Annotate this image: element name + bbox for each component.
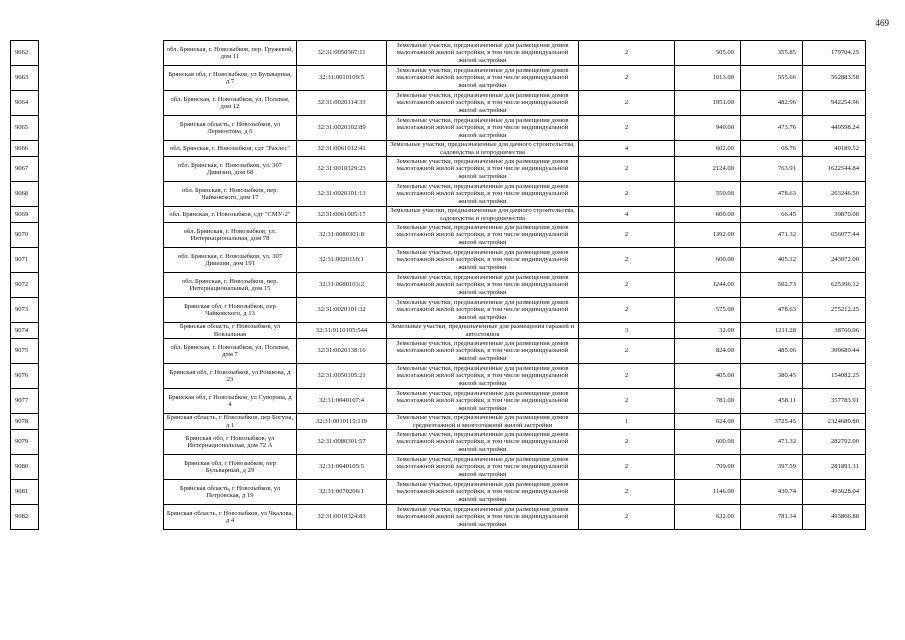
cadastral-value-cell: 281891.31 bbox=[803, 455, 866, 480]
group-number-cell: 3 bbox=[579, 323, 675, 339]
group-number-cell: 2 bbox=[579, 298, 675, 323]
cadastral-number-cell: 32:31:0050105:21 bbox=[297, 364, 387, 389]
row-number: 9082 bbox=[11, 505, 39, 530]
cadastral-number-cell: 32:31:0080301:8 bbox=[297, 223, 387, 248]
spacer-cell bbox=[39, 389, 164, 414]
land-use-cell: Земельные участки, предназначенные для размещения домов малоэтажной жилой застройки, в том числе индивидуальной жилой застройки bbox=[387, 364, 579, 389]
row-number: 9081 bbox=[11, 480, 39, 505]
row-number: 9063 bbox=[11, 66, 39, 91]
area-cell: 1013.00 bbox=[675, 66, 741, 91]
specific-value-cell: 502.73 bbox=[741, 273, 803, 298]
group-number-cell: 2 bbox=[579, 66, 675, 91]
specific-value-cell: 478.63 bbox=[741, 298, 803, 323]
group-number-cell: 2 bbox=[579, 223, 675, 248]
row-number: 9062 bbox=[11, 41, 39, 66]
cadastral-number-cell: 32:31:0061005:17 bbox=[297, 207, 387, 223]
spacer-cell bbox=[39, 66, 164, 91]
cadastral-number-cell: 32:31:0020101:32 bbox=[297, 298, 387, 323]
group-number-cell: 2 bbox=[579, 182, 675, 207]
table-row bbox=[11, 273, 866, 298]
cadastral-value-cell: 1622544.84 bbox=[803, 157, 866, 182]
land-use-cell: Земельные участки, предназначенные для размещения домов малоэтажной жилой застройки, в том числе индивидуальной жилой застройки bbox=[387, 248, 579, 273]
specific-value-cell: 473.76 bbox=[741, 116, 803, 141]
page-number: 469 bbox=[875, 18, 889, 28]
cadastral-value-cell: 493806.88 bbox=[803, 505, 866, 530]
cadastral-number-cell: 32:31:0040107:4 bbox=[297, 389, 387, 414]
area-cell: 32.00 bbox=[675, 323, 741, 339]
table-row bbox=[11, 364, 866, 389]
spacer-cell bbox=[39, 207, 164, 223]
cadastral-number-cell: 32:31:0080103:2 bbox=[297, 273, 387, 298]
row-number: 9067 bbox=[11, 157, 39, 182]
row-number: 9064 bbox=[11, 91, 39, 116]
group-number-cell: 2 bbox=[579, 455, 675, 480]
table-row bbox=[11, 430, 866, 455]
area-cell: 1392.00 bbox=[675, 223, 741, 248]
cadastral-value-cell: 275212.25 bbox=[803, 298, 866, 323]
spacer-cell bbox=[39, 41, 164, 66]
address-cell: Брянская обл, г Новозыбков, ул Рошкова, д 23 bbox=[164, 364, 297, 389]
group-number-cell: 4 bbox=[579, 141, 675, 157]
row-number: 9078 bbox=[11, 414, 39, 430]
cadastral-value-cell: 357783.91 bbox=[803, 389, 866, 414]
cadastral-value-cell: 625396.12 bbox=[803, 273, 866, 298]
specific-value-cell: 478.63 bbox=[741, 182, 803, 207]
land-use-cell: Земельные участки, предназначенные для дачного строительства, садоводства и огородничества bbox=[387, 141, 579, 157]
table-row bbox=[11, 66, 866, 91]
specific-value-cell: 380.45 bbox=[741, 364, 803, 389]
cadastral-number-cell: 32:31:0070206:1 bbox=[297, 480, 387, 505]
area-cell: 1951.00 bbox=[675, 91, 741, 116]
land-use-cell: Земельные участки, предназначенные для дачного строительства, садоводства и огородничества bbox=[387, 207, 579, 223]
cadastral-value-cell: 656077.44 bbox=[803, 223, 866, 248]
land-use-cell: Земельные участки, предназначенные для размещения домов среднеэтажной и многоэтажной жилой застройки bbox=[387, 414, 579, 430]
specific-value-cell: 66.45 bbox=[741, 207, 803, 223]
area-cell: 624.00 bbox=[675, 414, 741, 430]
cadastral-value-cell: 39870.00 bbox=[803, 207, 866, 223]
row-number: 9070 bbox=[11, 223, 39, 248]
cadastral-number-cell: 32:31:0110105:544 bbox=[297, 323, 387, 339]
spacer-cell bbox=[39, 323, 164, 339]
cadastral-value-table bbox=[10, 40, 866, 530]
land-use-cell: Земельные участки, предназначенные для размещения домов малоэтажной жилой застройки, в том числе индивидуальной жилой застройки bbox=[387, 182, 579, 207]
cadastral-value-cell: 154082.25 bbox=[803, 364, 866, 389]
group-number-cell: 2 bbox=[579, 273, 675, 298]
table-row bbox=[11, 116, 866, 141]
table-row bbox=[11, 91, 866, 116]
address-cell: обл. Брянская, г. Новозыбков, ул. Полевая, дом 7 bbox=[164, 339, 297, 364]
group-number-cell: 4 bbox=[579, 207, 675, 223]
address-cell: Брянская обл, г Новозыбков, ул Суворова, д 4 bbox=[164, 389, 297, 414]
area-cell: 632.00 bbox=[675, 505, 741, 530]
land-use-cell: Земельные участки, предназначенные для размещения домов малоэтажной жилой застройки, в том числе индивидуальной жилой застройки bbox=[387, 273, 579, 298]
land-use-cell: Земельные участки, предназначенные для размещения домов малоэтажной жилой застройки, в том числе индивидуальной жилой застройки bbox=[387, 66, 579, 91]
group-number-cell: 2 bbox=[579, 248, 675, 273]
area-cell: 709.00 bbox=[675, 455, 741, 480]
cadastral-value-cell: 40189.52 bbox=[803, 141, 866, 157]
spacer-cell bbox=[39, 116, 164, 141]
cadastral-value-cell: 942254.96 bbox=[803, 91, 866, 116]
group-number-cell: 2 bbox=[579, 389, 675, 414]
group-number-cell: 2 bbox=[579, 430, 675, 455]
cadastral-value-cell: 38760.96 bbox=[803, 323, 866, 339]
group-number-cell: 2 bbox=[579, 91, 675, 116]
table-row bbox=[11, 389, 866, 414]
area-cell: 575.00 bbox=[675, 298, 741, 323]
group-number-cell: 2 bbox=[579, 480, 675, 505]
row-number: 9073 bbox=[11, 298, 39, 323]
cadastral-number-cell: 32:31:0050307:11 bbox=[297, 41, 387, 66]
address-cell: обл. Брянская, г. Новозыбков, ул. 307 Дивизии, дом 68 bbox=[164, 157, 297, 182]
spacer-cell bbox=[39, 364, 164, 389]
group-number-cell: 2 bbox=[579, 364, 675, 389]
spacer-cell bbox=[39, 182, 164, 207]
specific-value-cell: 471.32 bbox=[741, 430, 803, 455]
address-cell: Брянская область, г Новозыбков, ул Чкалова, д 4 bbox=[164, 505, 297, 530]
table-row bbox=[11, 223, 866, 248]
area-cell: 824.00 bbox=[675, 339, 741, 364]
address-cell: Брянская обл, г Новозыбков, пер Бульварный, д 29 bbox=[164, 455, 297, 480]
spacer-cell bbox=[39, 273, 164, 298]
group-number-cell: 2 bbox=[579, 116, 675, 141]
address-cell: Брянская обл, г Новозыбков, пер Чайковского, д 13 bbox=[164, 298, 297, 323]
specific-value-cell: 430.74 bbox=[741, 480, 803, 505]
cadastral-value-cell: 2324680.80 bbox=[803, 414, 866, 430]
area-cell: 600.00 bbox=[675, 430, 741, 455]
spacer-cell bbox=[39, 298, 164, 323]
area-cell: 600.00 bbox=[675, 207, 741, 223]
spacer-cell bbox=[39, 141, 164, 157]
cadastral-number-cell: 32:31:0080301:57 bbox=[297, 430, 387, 455]
row-number: 9066 bbox=[11, 141, 39, 157]
area-cell: 600.00 bbox=[675, 248, 741, 273]
land-use-cell: Земельные участки, предназначенные для размещения домов малоэтажной жилой застройки, в том числе индивидуальной жилой застройки bbox=[387, 298, 579, 323]
cadastral-value-cell: 179704.25 bbox=[803, 41, 866, 66]
cadastral-number-cell: 32:31:0040105:5 bbox=[297, 455, 387, 480]
cadastral-number-cell: 32:31:0010115:119 bbox=[297, 414, 387, 430]
land-use-cell: Земельные участки, предназначенные для размещения домов малоэтажной жилой застройки, в том числе индивидуальной жилой застройки bbox=[387, 157, 579, 182]
row-number: 9077 bbox=[11, 389, 39, 414]
group-number-cell: 2 bbox=[579, 157, 675, 182]
table-body bbox=[11, 41, 866, 530]
address-cell: обл. Брянская, г. Новозыбков, ул. Полевая, дом 12 bbox=[164, 91, 297, 116]
table-row bbox=[11, 248, 866, 273]
specific-value-cell: 405.12 bbox=[741, 248, 803, 273]
land-use-cell: Земельные участки, предназначенные для размещения домов малоэтажной жилой застройки, в том числе индивидуальной жилой застройки bbox=[387, 116, 579, 141]
spacer-cell bbox=[39, 455, 164, 480]
spacer-cell bbox=[39, 414, 164, 430]
spacer-cell bbox=[39, 480, 164, 505]
specific-value-cell: 1211.28 bbox=[741, 323, 803, 339]
table-row bbox=[11, 141, 866, 157]
cadastral-value-cell: 493628.04 bbox=[803, 480, 866, 505]
land-use-cell: Земельные участки, предназначенные для размещения домов малоэтажной жилой застройки, в том числе индивидуальной жилой застройки bbox=[387, 91, 579, 116]
land-use-cell: Земельные участки, предназначенные для размещения домов малоэтажной жилой застройки, в том числе индивидуальной жилой застройки bbox=[387, 223, 579, 248]
table-row bbox=[11, 182, 866, 207]
address-cell: Брянская обл, г Новозыбков, ул Бульварная, д 7 bbox=[164, 66, 297, 91]
cadastral-value-cell: 263246.50 bbox=[803, 182, 866, 207]
address-cell: Брянская область, г Новозыбков, пер Богуна, д 1 bbox=[164, 414, 297, 430]
address-cell: обл. Брянская, г. Новозыбков, пер. Чайковского, дом 17 bbox=[164, 182, 297, 207]
specific-value-cell: 482.96 bbox=[741, 91, 803, 116]
land-use-cell: Земельные участки, предназначенные для размещения домов малоэтажной жилой застройки, в том числе индивидуальной жилой застройки bbox=[387, 505, 579, 530]
area-cell: 781.00 bbox=[675, 389, 741, 414]
table-row bbox=[11, 157, 866, 182]
area-cell: 550.00 bbox=[675, 182, 741, 207]
cadastral-number-cell: 32:31:0010109:5 bbox=[297, 66, 387, 91]
spacer-cell bbox=[39, 157, 164, 182]
group-number-cell: 2 bbox=[579, 41, 675, 66]
land-use-cell: Земельные участки, предназначенные для размещения гаражей и автостоянок bbox=[387, 323, 579, 339]
cadastral-number-cell: 32:31:0010329:23 bbox=[297, 157, 387, 182]
table-row bbox=[11, 298, 866, 323]
row-number: 9072 bbox=[11, 273, 39, 298]
specific-value-cell: 458.11 bbox=[741, 389, 803, 414]
row-number: 9076 bbox=[11, 364, 39, 389]
spacer-cell bbox=[39, 339, 164, 364]
land-use-cell: Земельные участки, предназначенные для размещения домов малоэтажной жилой застройки, в том числе индивидуальной жилой застройки bbox=[387, 430, 579, 455]
specific-value-cell: 485.06 bbox=[741, 339, 803, 364]
specific-value-cell: 763.91 bbox=[741, 157, 803, 182]
cadastral-number-cell: 32:31:0020138:16 bbox=[297, 339, 387, 364]
table-row bbox=[11, 339, 866, 364]
specific-value-cell: 355.85 bbox=[741, 41, 803, 66]
table-row bbox=[11, 41, 866, 66]
row-number: 9068 bbox=[11, 182, 39, 207]
land-use-cell: Земельные участки, предназначенные для размещения домов малоэтажной жилой застройки, в том числе индивидуальной жилой застройки bbox=[387, 455, 579, 480]
group-number-cell: 2 bbox=[579, 339, 675, 364]
land-use-cell: Земельные участки, предназначенные для размещения домов малоэтажной жилой застройки, в том числе индивидуальной жилой застройки bbox=[387, 389, 579, 414]
address-cell: Брянская обл, г Новозыбков, ул Интернациональная, дом 72 А bbox=[164, 430, 297, 455]
cadastral-number-cell: 32:31:0020102:89 bbox=[297, 116, 387, 141]
table-row bbox=[11, 480, 866, 505]
cadastral-number-cell: 32:31:0020114:33 bbox=[297, 91, 387, 116]
row-number: 9065 bbox=[11, 116, 39, 141]
address-cell: Брянская область, г Новозыбков, ул Лермонтова, д 6 bbox=[164, 116, 297, 141]
area-cell: 2124.00 bbox=[675, 157, 741, 182]
cadastral-value-cell: 243072.00 bbox=[803, 248, 866, 273]
cadastral-value-cell: 399689.44 bbox=[803, 339, 866, 364]
specific-value-cell: 471.32 bbox=[741, 223, 803, 248]
row-number: 9074 bbox=[11, 323, 39, 339]
cadastral-number-cell: 32:31:0061012:41 bbox=[297, 141, 387, 157]
land-use-cell: Земельные участки, предназначенные для размещения домов малоэтажной жилой застройки, в том числе индивидуальной жилой застройки bbox=[387, 480, 579, 505]
address-cell: Брянская область, г Новозыбков, ул Петровская, д 19 bbox=[164, 480, 297, 505]
area-cell: 1244.00 bbox=[675, 273, 741, 298]
row-number: 9071 bbox=[11, 248, 39, 273]
address-cell: обл. Брянская, г. Новозыбков, пер. Интернациональный, дом 15 bbox=[164, 273, 297, 298]
area-cell: 1146.00 bbox=[675, 480, 741, 505]
spacer-cell bbox=[39, 223, 164, 248]
address-cell: Брянская область, г Новозыбков, ул Вокзальная bbox=[164, 323, 297, 339]
spacer-cell bbox=[39, 430, 164, 455]
land-use-cell: Земельные участки, предназначенные для размещения домов малоэтажной жилой застройки, в том числе индивидуальной жилой застройки bbox=[387, 339, 579, 364]
cadastral-value-cell: 282792.00 bbox=[803, 430, 866, 455]
cadastral-value-cell: 562883.58 bbox=[803, 66, 866, 91]
cadastral-number-cell: 32:31:0020116:1 bbox=[297, 248, 387, 273]
cadastral-value-cell: 449598.24 bbox=[803, 116, 866, 141]
table-row bbox=[11, 455, 866, 480]
spacer-cell bbox=[39, 248, 164, 273]
table-row bbox=[11, 414, 866, 430]
table-row bbox=[11, 207, 866, 223]
group-number-cell: 2 bbox=[579, 505, 675, 530]
area-cell: 602.00 bbox=[675, 141, 741, 157]
address-cell: обл. Брянская, г. Новозыбков, сдт "Рахлес" bbox=[164, 141, 297, 157]
address-cell: обл. Брянская, г. Новозыбков, пер. Гружевой, дом 11 bbox=[164, 41, 297, 66]
row-number: 9080 bbox=[11, 455, 39, 480]
row-number: 9079 bbox=[11, 430, 39, 455]
address-cell: обл. Брянская, г. Новозыбков, ул. 307 Дивизии, дом 191 bbox=[164, 248, 297, 273]
address-cell: обл. Брянская, г. Новозыбков, сдт "СМУ-2" bbox=[164, 207, 297, 223]
specific-value-cell: 397.59 bbox=[741, 455, 803, 480]
address-cell: обл. Брянская, г. Новозыбков, ул. Интернациональная, дом 78 bbox=[164, 223, 297, 248]
row-number: 9069 bbox=[11, 207, 39, 223]
specific-value-cell: 66.76 bbox=[741, 141, 803, 157]
row-number: 9075 bbox=[11, 339, 39, 364]
area-cell: 505.00 bbox=[675, 41, 741, 66]
area-cell: 949.00 bbox=[675, 116, 741, 141]
cadastral-number-cell: 32:31:0020101:13 bbox=[297, 182, 387, 207]
area-cell: 405.00 bbox=[675, 364, 741, 389]
land-use-cell: Земельные участки, предназначенные для размещения домов малоэтажной жилой застройки, в том числе индивидуальной жилой застройки bbox=[387, 41, 579, 66]
table-row bbox=[11, 323, 866, 339]
spacer-cell bbox=[39, 91, 164, 116]
cadastral-number-cell: 32:31:0010324:83 bbox=[297, 505, 387, 530]
specific-value-cell: 781.34 bbox=[741, 505, 803, 530]
specific-value-cell: 3725.45 bbox=[741, 414, 803, 430]
spacer-cell bbox=[39, 505, 164, 530]
group-number-cell: 1 bbox=[579, 414, 675, 430]
specific-value-cell: 555.66 bbox=[741, 66, 803, 91]
table-row bbox=[11, 505, 866, 530]
